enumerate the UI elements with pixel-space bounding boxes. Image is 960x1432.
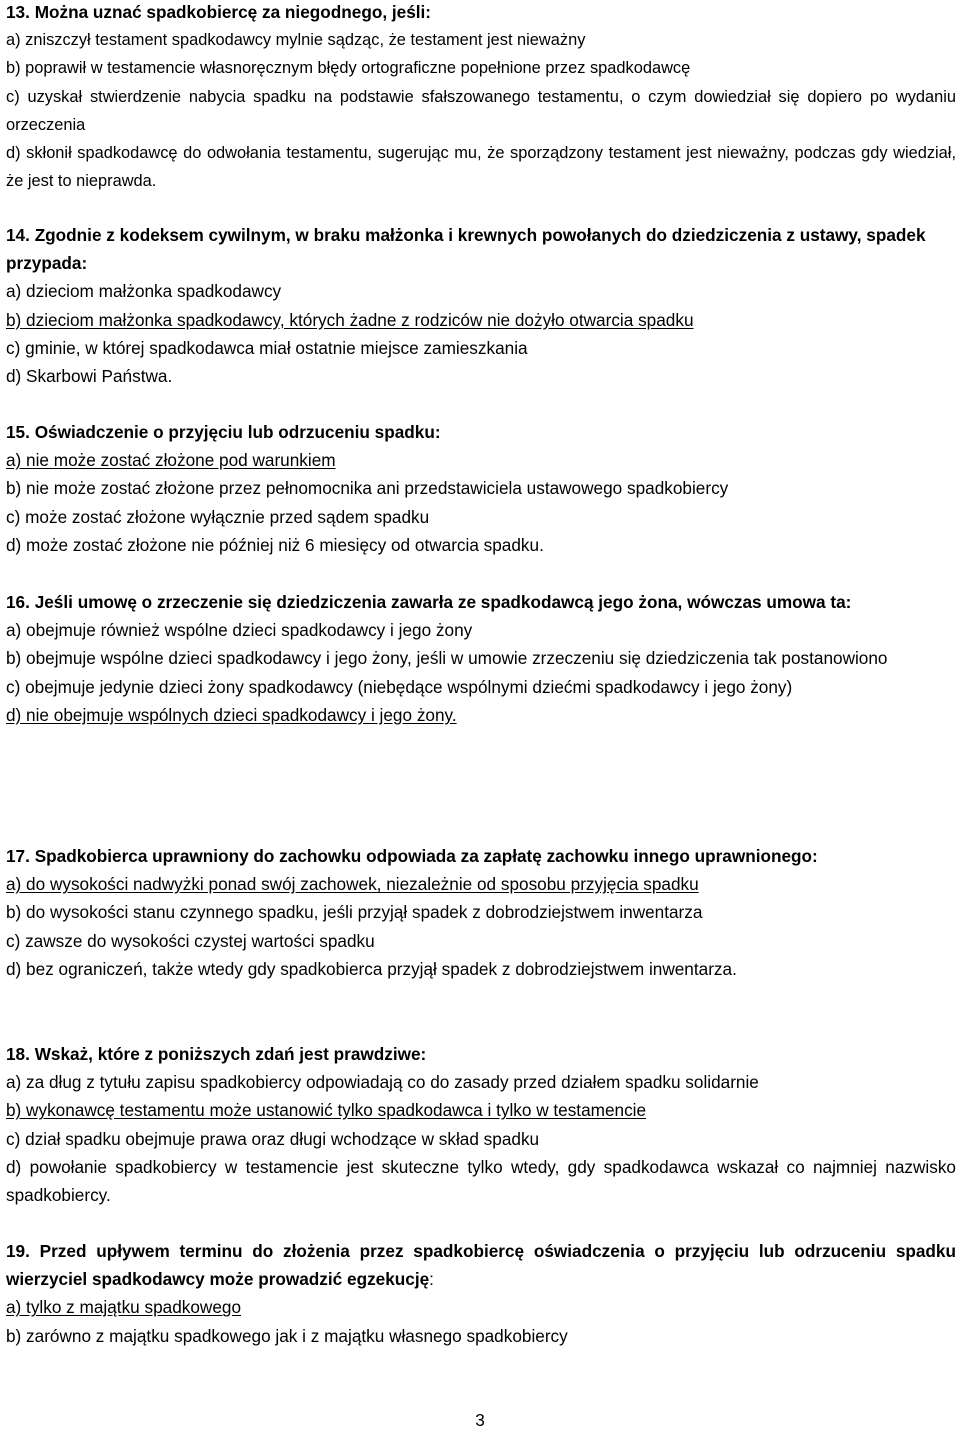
question-title xyxy=(6,842,956,870)
answer-option-a-correct: a) do wysokości nadwyżki ponad swój zachowek, niezależnie od sposobu przyjęcia spadku xyxy=(6,874,699,895)
answer-option-c: c) może zostać złożone wyłącznie przed sądem spadku xyxy=(6,506,430,527)
question-16 xyxy=(6,588,956,729)
question-18 xyxy=(6,1040,956,1209)
question-number: 15. xyxy=(6,422,30,442)
question-14 xyxy=(6,221,956,390)
question-title xyxy=(6,588,956,616)
question-number: 19. xyxy=(6,1241,30,1261)
answer-option-d: d) Skarbowi Państwa. xyxy=(6,366,173,387)
question-text: Zgodnie z kodeksem cywilnym, w braku małżonka i krewnych powołanych do dziedziczenia z ustawy, spadek przypada: xyxy=(6,225,926,274)
question-number: 13. xyxy=(6,2,30,22)
question-19 xyxy=(6,1237,956,1350)
answer-option-a: a) obejmuje również wspólne dzieci spadkodawcy i jego żony xyxy=(6,620,473,641)
question-number: 17. xyxy=(6,846,30,866)
answer-option-b: b) poprawił w testamencie własnoręcznym błędy ortograficzne popełnione przez spadkodawcę xyxy=(6,59,691,78)
question-number: 16. xyxy=(6,592,30,612)
answer-option-b: b) do wysokości stanu czynnego spadku, jeśli przyjął spadek z dobrodziejstwem inwentarza xyxy=(6,902,703,923)
answer-option-a-correct: a) tylko z majątku spadkowego xyxy=(6,1297,242,1318)
answer-option-d: d) skłonił spadkodawcę do odwołania testamentu, sugerując mu, że sporządzony testament jest nieważny, podczas gdy wiedział, że jest to nieprawda. xyxy=(6,144,956,191)
answer-option-c: c) dział spadku obejmuje prawa oraz długi wchodzące w skład spadku xyxy=(6,1128,540,1149)
question-15 xyxy=(6,418,956,559)
answer-option-b: b) zarówno z majątku spadkowego jak i z majątku własnego spadkobiercy xyxy=(6,1325,568,1346)
question-text: Wskaż, które z poniższych zdań jest prawdziwe: xyxy=(34,1044,427,1064)
question-title xyxy=(6,418,956,446)
question-title xyxy=(6,0,956,26)
question-17 xyxy=(6,842,956,983)
answer-option-b-correct: b) dzieciom małżonka spadkodawcy, których żadne z rodziców nie dożyło otwarcia spadku xyxy=(6,309,694,330)
answer-option-c: c) zawsze do wysokości czystej wartości spadku xyxy=(6,930,375,951)
question-text: Spadkobierca uprawniony do zachowku odpowiada za zapłatę zachowku innego uprawnionego: xyxy=(34,846,818,866)
question-number: 14. xyxy=(6,225,30,245)
question-number: 18. xyxy=(6,1044,30,1064)
question-title xyxy=(6,1040,956,1068)
answer-option-c: c) obejmuje jedynie dzieci żony spadkodawcy (niebędące wspólnymi dziećmi spadkodawcy i jego żony) xyxy=(6,676,793,697)
answer-option-a-correct: a) nie może zostać złożone pod warunkiem xyxy=(6,450,336,471)
answer-option-b: b) obejmuje wspólne dzieci spadkodawcy i jego żony, jeśli w umowie zrzeczeniu się dziedziczenia tak postanowiono xyxy=(6,648,888,669)
answer-option-d: d) może zostać złożone nie później niż 6 miesięcy od otwarcia spadku. xyxy=(6,534,544,555)
answer-option-c: c) uzyskał stwierdzenie nabycia spadku na podstawie sfałszowanego testamentu, o czym dowiedział się dopiero po wydaniu orzeczenia xyxy=(6,87,956,134)
answer-option-a: a) za dług z tytułu zapisu spadkobiercy odpowiadają co do zasady przed działem spadku solidarnie xyxy=(6,1072,759,1093)
question-title-suffix: : xyxy=(429,1269,434,1290)
answer-option-a: a) dzieciom małżonka spadkodawcy xyxy=(6,281,282,302)
answer-option-d: d) bez ograniczeń, także wtedy gdy spadkobierca przyjął spadek z dobrodziejstwem inwentarza. xyxy=(6,958,737,979)
question-text: Oświadczenie o przyjęciu lub odrzuceniu spadku: xyxy=(34,422,441,442)
page-number: 3 xyxy=(475,1410,485,1430)
answer-option-b: b) nie może zostać złożone przez pełnomocnika ani przedstawiciela ustawowego spadkobiercy xyxy=(6,478,729,499)
question-title xyxy=(6,221,956,277)
answer-option-a: a) zniszczył testament spadkodawcy mylnie sądząc, że testament jest nieważny xyxy=(6,31,586,50)
question-text: Przed upływem terminu do złożenia przez spadkobiercę oświadczenia o przyjęciu lub odrzuceniu spadku wierzyciel spadkodawcy może prowadzić egzekucję xyxy=(6,1241,956,1290)
answer-option-c: c) gminie, w której spadkodawca miał ostatnie miejsce zamieszkania xyxy=(6,337,528,358)
answer-option-d: d) powołanie spadkobiercy w testamencie jest skuteczne tylko wtedy, gdy spadkodawca wskazał co najmniej nazwisko spadkobiercy. xyxy=(6,1156,956,1206)
question-title xyxy=(6,1237,956,1293)
question-13 xyxy=(6,0,956,195)
answer-option-d-correct: d) nie obejmuje wspólnych dzieci spadkodawcy i jego żony. xyxy=(6,704,457,725)
answer-option-b-correct: b) wykonawcę testamentu może ustanowić tylko spadkodawca i tylko w testamencie xyxy=(6,1100,647,1121)
question-text: Można uznać spadkobiercę za niegodnego, jeśli: xyxy=(34,2,432,22)
question-text: Jeśli umowę o zrzeczenie się dziedziczenia zawarła ze spadkodawcą jego żona, wówczas umowa ta: xyxy=(34,592,852,612)
